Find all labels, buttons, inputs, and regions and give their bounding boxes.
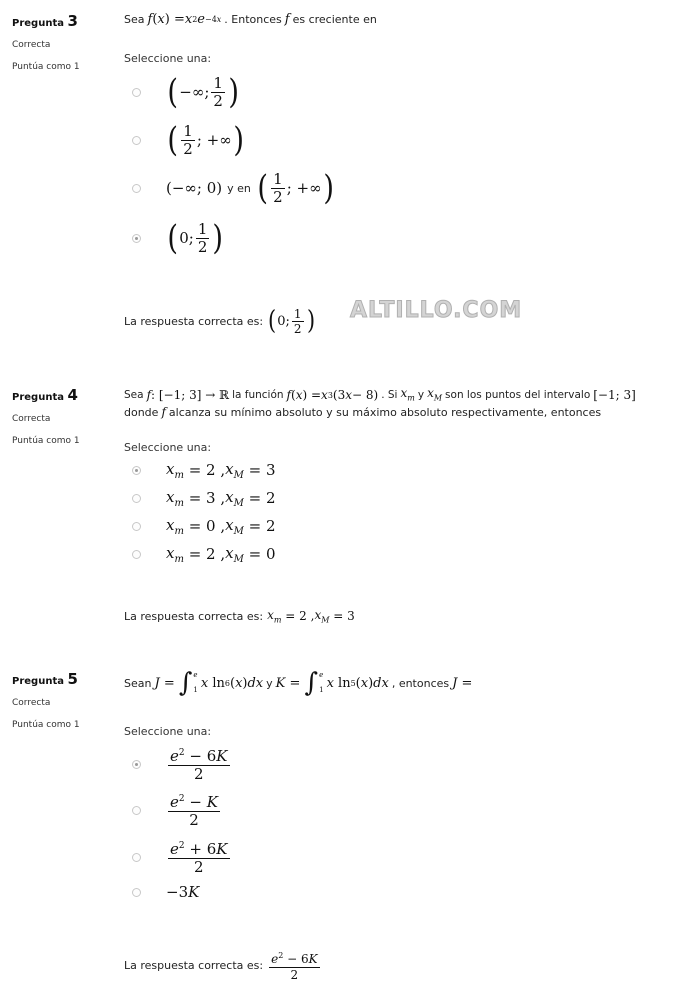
radio-button[interactable] <box>132 853 141 862</box>
answer-option-1[interactable] <box>124 458 276 482</box>
answer-option-2[interactable] <box>124 486 276 510</box>
answer-option-3[interactable] <box>124 837 232 877</box>
answer-option-4[interactable] <box>124 218 225 258</box>
radio-button-selected[interactable] <box>132 234 141 243</box>
correct-answer: La respuesta correcta es: $x_m$ = 2 , $x_M$ = 3 <box>124 608 355 625</box>
correct-answer: La respuesta correcta es: $\frac{e^2 - 6K}{2}$ <box>124 948 322 983</box>
radio-button[interactable] <box>132 522 141 531</box>
answer-option-2[interactable] <box>124 120 245 160</box>
option-math: $\frac{e^2 + 6K}{2}$ <box>170 840 228 876</box>
question-info <box>12 670 112 730</box>
question-state: Correcta <box>12 698 51 708</box>
option-math: $x_m$ = 2 , $x_M$ = 0 <box>166 543 276 565</box>
question-number: Pregunta 3 <box>12 12 78 30</box>
select-prompt: Seleccione una: <box>124 725 212 738</box>
question-number: Pregunta 5 <box>12 670 78 688</box>
radio-button-selected[interactable] <box>132 760 141 769</box>
radio-button-selected[interactable] <box>132 466 141 475</box>
radio-button[interactable] <box>132 136 141 145</box>
answer-option-1[interactable] <box>124 744 232 784</box>
question-content <box>124 386 694 625</box>
answer-option-4[interactable] <box>124 872 199 912</box>
question-statement: Sea f : [−1; 3] → ℝ la función f ( x ) = x 3 (3 x − 8) . Si $x_m$ y $x_M$ son los puntos del intervalo [−1; 3] donde f alcanza su mínimo absoluto y su máximo absoluto respectivamente, entonces <box>124 386 636 420</box>
question-grade: Puntúa como 1 <box>12 720 80 730</box>
question-state: Correcta <box>12 414 51 424</box>
option-math: $\frac{e^2 - K}{2}$ <box>170 793 218 829</box>
option-math: ( 0; $\frac{1}{2}$ ) <box>167 218 224 258</box>
option-math: $x_m$ = 3 , $x_M$ = 2 <box>166 487 276 509</box>
question-number: Pregunta 4 <box>12 386 78 404</box>
option-math: ( −∞; $\frac{1}{2}$ ) <box>167 72 239 112</box>
option-math: ( $\frac{1}{2}$ ; +∞ ) <box>167 120 244 160</box>
question-info <box>12 12 112 72</box>
correct-answer: La respuesta correcta es: ( 0; $\frac{1}{2}$ ) <box>124 306 315 336</box>
question-statement: Sean J = ∫ e 1 x ln 6 ( x ) dx y K = ∫ e 1 x ln 5 ( x ) dx , entonces J = <box>124 668 473 698</box>
radio-button[interactable] <box>132 888 141 897</box>
question-info <box>12 386 112 446</box>
answer-option-3[interactable] <box>124 514 276 538</box>
select-prompt: Seleccione una: <box>124 441 212 454</box>
select-prompt: Seleccione una: <box>124 52 212 65</box>
option-math: $\frac{e^2 - 6K}{2}$ <box>170 747 228 783</box>
option-math: $x_m$ = 2 , $x_M$ = 3 <box>166 459 276 481</box>
radio-button[interactable] <box>132 88 141 97</box>
answer-option-2[interactable] <box>124 790 222 830</box>
answer-option-1[interactable] <box>124 72 240 112</box>
option-math: −3 K <box>166 883 200 901</box>
answer-option-3[interactable] <box>124 168 335 208</box>
option-math: (−∞; 0) y en ( $\frac{1}{2}$ ; +∞ ) <box>166 168 334 208</box>
radio-button[interactable] <box>132 806 141 815</box>
question-grade: Puntúa como 1 <box>12 436 80 446</box>
radio-button[interactable] <box>132 494 141 503</box>
option-math: $x_m$ = 0 , $x_M$ = 2 <box>166 515 276 537</box>
radio-button[interactable] <box>132 550 141 559</box>
watermark: ALTILLO.COM <box>350 298 523 323</box>
question-state: Correcta <box>12 40 51 50</box>
answer-option-4[interactable] <box>124 542 276 566</box>
question-statement: Sea f ( x ) = x 2 e −4x . Entonces f es creciente en <box>124 12 377 27</box>
radio-button[interactable] <box>132 184 141 193</box>
question-grade: Puntúa como 1 <box>12 62 80 72</box>
